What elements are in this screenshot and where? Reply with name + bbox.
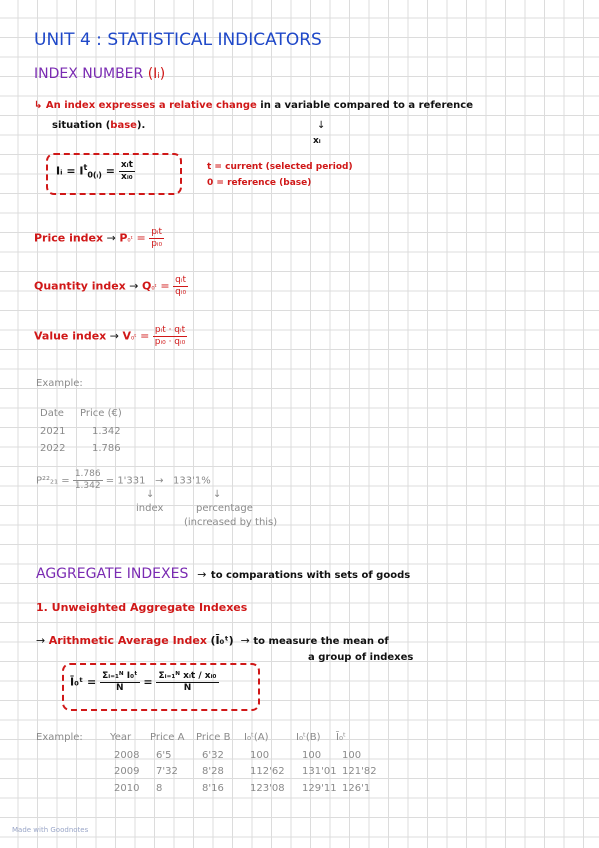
quantity-index-fraction (173, 276, 188, 297)
example2-cell: 6'32 (202, 750, 224, 761)
down-arrow: ↓ (317, 120, 326, 131)
example2-cell: 112'62 (250, 766, 285, 777)
value-index-fraction (153, 326, 187, 347)
example2-cell: 2009 (114, 766, 140, 777)
legend-current: t = current (selected period) (207, 162, 353, 172)
quantity-index-num: qᵢt (175, 275, 187, 285)
formula-lhs: Iᵢ = I (56, 164, 84, 178)
example2-cell: 8'16 (202, 783, 224, 794)
aggregate-fraction-1 (100, 672, 139, 693)
intro-highlight: relative change (169, 100, 257, 111)
xi-label: xᵢ (313, 136, 321, 146)
intro-line2-suffix: ). (136, 120, 146, 131)
example1-col-date: Date (40, 408, 64, 419)
quantity-index-symbol: Q (141, 279, 152, 293)
value-index-num: pᵢt · qᵢt (154, 325, 186, 335)
example2-cell: 126'1 (342, 783, 371, 794)
price-index-fraction (149, 228, 164, 249)
example2-cell: 8'28 (202, 766, 224, 777)
formula-sup: t (83, 162, 88, 172)
example2-header: I₀ᵗ(A) (244, 732, 269, 743)
example1-calc (36, 470, 211, 491)
page-title: UNIT 4 : STATISTICAL INDICATORS (34, 30, 322, 50)
section-heading-text: INDEX NUMBER (34, 66, 144, 82)
unweighted-subheading: 1. Unweighted Aggregate Indexes (36, 601, 248, 614)
example2-label: Example: (36, 732, 83, 743)
aggregate-formula (70, 672, 219, 693)
example1-calc-arrow: → (155, 475, 164, 487)
aggregate-heading-note: to comparations with sets of goods (210, 570, 411, 581)
example2-header: Ī₀ᵗ (336, 732, 346, 743)
section-heading-aggregate (36, 566, 410, 582)
example1-index-note: index (136, 503, 164, 514)
example1-calc-fraction (73, 470, 103, 491)
price-index-row: Price index → P₀ᵗ = $\frac{\text{pᵢt}}{\text{pᵢ₀}}$ (34, 227, 163, 249)
arithmetic-average-row (36, 634, 389, 647)
example1-pct-arrow: ↓ (213, 489, 222, 500)
example2-cell: 131'01 (302, 766, 337, 777)
example2-cell: 2008 (114, 750, 140, 761)
example1-pct-note: percentage (196, 503, 253, 514)
aggregate-num-2: Σᵢ₌₁ᴺ xᵢt / xᵢ₀ (158, 671, 217, 681)
quantity-index-eq: = (160, 279, 170, 293)
intro-line-2 (52, 120, 145, 131)
example2-cell: 100 (250, 750, 270, 761)
intro-line-1 (34, 100, 473, 111)
example2-cell: 100 (302, 750, 322, 761)
amean-label: Arithmetic Average Index (48, 634, 207, 647)
example1-calc-pct: 133'1% (173, 475, 211, 487)
intro-prefix: ↳ An index expresses a (34, 100, 170, 111)
amean-note2: a group of indexes (308, 652, 414, 663)
price-index-num: pᵢt (151, 227, 163, 237)
example1-pct-note2: (increased by this) (184, 517, 278, 528)
intro-line2-prefix: situation ( (52, 120, 111, 131)
amean-symbol: (Ī₀ᵗ) (210, 634, 234, 647)
price-index-arrow: → (106, 231, 116, 245)
price-index-symbol: P (119, 231, 128, 245)
quantity-index-label: Quantity index (34, 279, 126, 293)
value-index-arrow: → (109, 329, 119, 343)
value-index-den: pᵢ₀ · qᵢ₀ (154, 337, 186, 347)
example1-row-date: 2022 (40, 443, 66, 454)
amean-note-arrow: → (240, 634, 250, 647)
example2-cell: 123'08 (250, 783, 285, 794)
example2-cell: 121'82 (342, 766, 377, 777)
aggregate-heading-arrow: → (197, 568, 207, 581)
aggregate-den-1: N (116, 683, 124, 693)
example1-index-arrow: ↓ (146, 489, 155, 500)
formula-numerator: xᵢt (120, 160, 133, 170)
value-index-label: Value index (34, 329, 107, 343)
value-index-row: Value index → V₀ᵗ = $\frac{\text{pᵢt · qᵢt}}{\text{pᵢ₀ · qᵢ₀}}$ (34, 325, 186, 347)
aggregate-formula-lhs: Ī₀ᵗ = (70, 675, 97, 689)
aggregate-fraction-2 (156, 672, 218, 693)
example2-header: I₀ᵗ(B) (296, 732, 321, 743)
example2-cell: 6'5 (156, 750, 172, 761)
example2-cell: 7'32 (156, 766, 178, 777)
quantity-index-den: qᵢ₀ (175, 287, 187, 297)
example1-calc-result: = 1'331 (105, 475, 146, 487)
formula-denominator: xᵢ₀ (121, 172, 133, 182)
example2-cell: 100 (342, 750, 362, 761)
price-index-den: pᵢ₀ (151, 239, 163, 249)
quantity-index-arrow: → (129, 279, 139, 293)
section-heading-symbol: (Iᵢ) (147, 66, 166, 82)
amean-note1: to measure the mean of (253, 636, 389, 647)
example1-row-price: 1.786 (92, 443, 121, 454)
example2-header: Price A (150, 732, 185, 743)
quantity-index-row: Quantity index → Q₀ᵗ = $\frac{\text{qᵢt}}{\text{qᵢ₀}}$ (34, 275, 187, 297)
formula-sub: 0(ᵢ) (87, 170, 102, 180)
aggregate-eq-2: = (143, 675, 153, 689)
example1-col-price: Price (€) (80, 408, 122, 419)
price-index-label: Price index (34, 231, 104, 245)
index-formula (56, 161, 135, 182)
legend-reference: 0 = reference (base) (207, 178, 312, 188)
example2-cell: 129'11 (302, 783, 337, 794)
example1-calc-den: 1.342 (74, 481, 101, 491)
example2-header: Price B (196, 732, 231, 743)
intro-line2-highlight: base (110, 120, 137, 131)
amean-arrow: → (36, 634, 46, 647)
section-heading-index-number (34, 66, 165, 82)
price-index-eq: = (136, 231, 146, 245)
example2-header: Year (110, 732, 132, 743)
aggregate-den-2: N (183, 683, 192, 693)
formula-fraction (119, 161, 135, 182)
example1-row-date: 2021 (40, 426, 66, 437)
example1-row-price: 1.342 (92, 426, 121, 437)
aggregate-num-1: Σᵢ₌₁ᴺ I₀ᵗ (102, 671, 138, 681)
value-index-eq: = (140, 329, 150, 343)
example1-calc-num: 1.786 (74, 469, 101, 479)
example2-cell: 2010 (114, 783, 140, 794)
example2-cell: 8 (156, 783, 163, 794)
aggregate-heading-text: AGGREGATE INDEXES (36, 566, 189, 582)
formula-eq: = (105, 164, 116, 178)
footer-badge: Made with Goodnotes (12, 826, 89, 834)
intro-middle: in a variable compared to a reference (256, 100, 474, 111)
example1-label: Example: (36, 378, 83, 389)
example1-calc-lhs: P²²₂₁ = (36, 475, 70, 487)
value-index-symbol: V (122, 329, 131, 343)
